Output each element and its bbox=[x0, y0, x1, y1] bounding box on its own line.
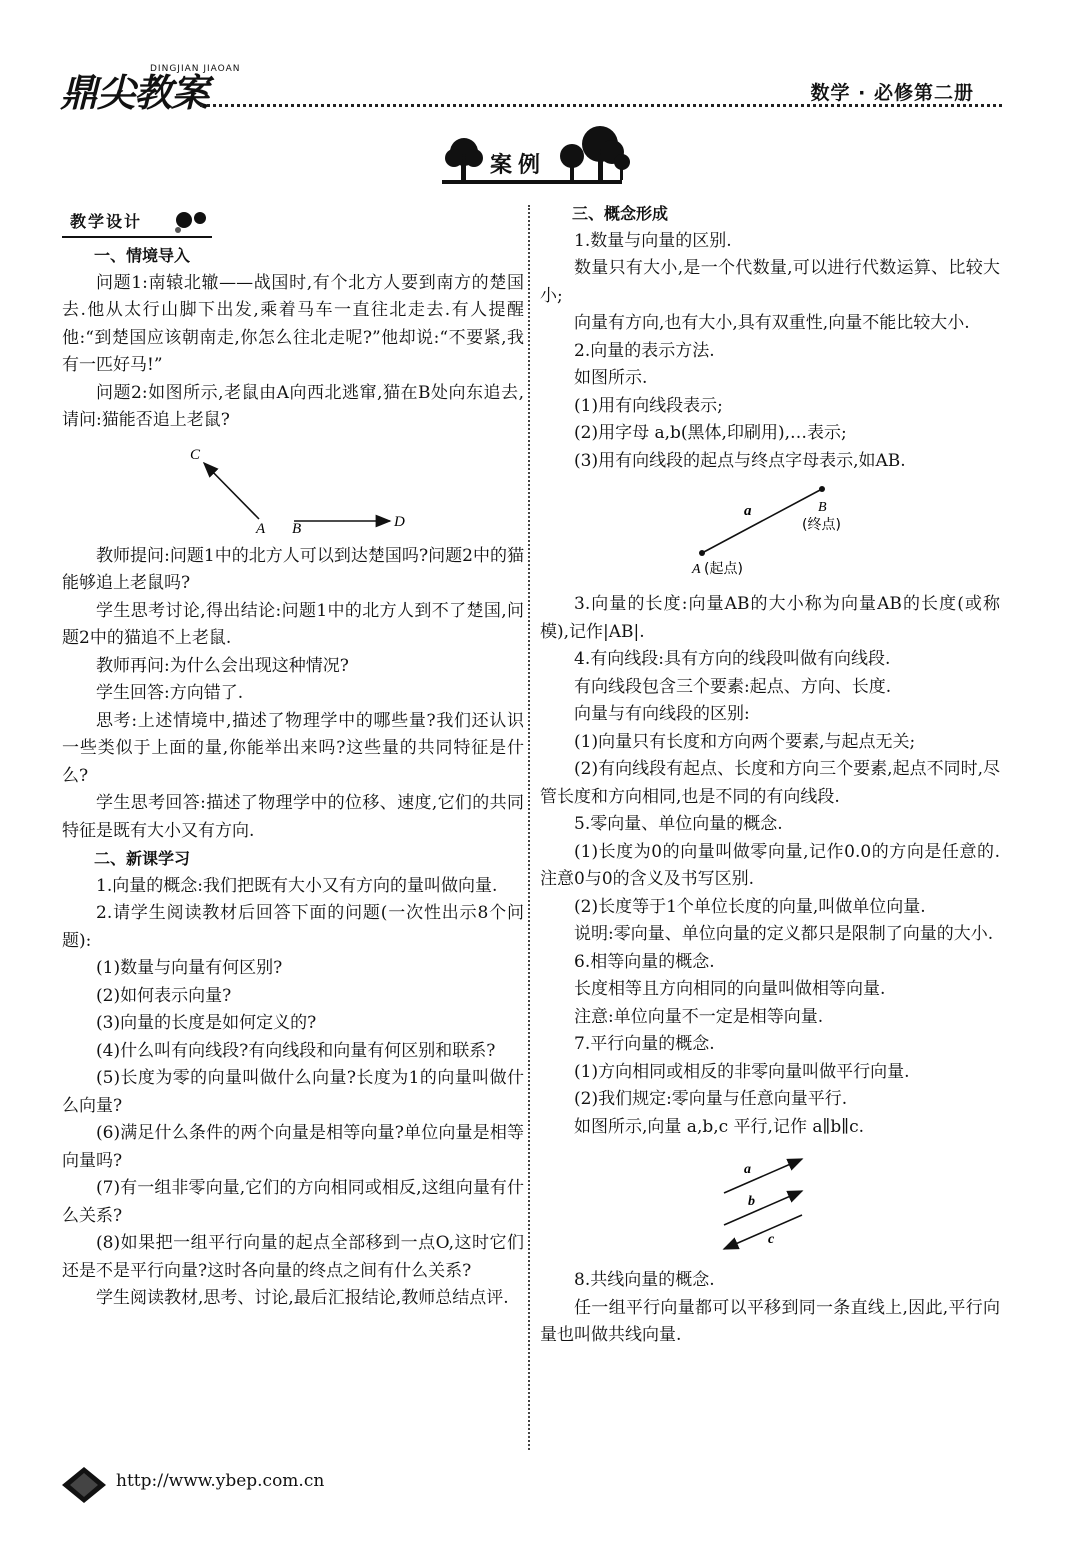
point-c-label: C bbox=[190, 446, 201, 463]
paragraph: (1)长度为0的向量叫做零向量,记作0.0的方向是任意的.注意0与0的含义及书写区别. bbox=[540, 841, 1000, 889]
section-title: 二、新课学习 bbox=[94, 849, 191, 868]
paragraph: 长度相等且方向相同的向量叫做相等向量. bbox=[574, 979, 886, 999]
paragraph: (1)用有向线段表示; bbox=[574, 395, 723, 416]
paragraph: 如图所示. bbox=[574, 368, 648, 388]
vector-ab-diagram bbox=[540, 481, 1000, 581]
book-title: 数学 · 必修第二册 bbox=[810, 82, 974, 104]
parallel-vectors-figure bbox=[540, 1147, 1000, 1257]
paragraph: (3)用有向线段的起点与终点字母表示,如AB. bbox=[574, 450, 906, 471]
paragraph: 任一组平行向量都可以平移到同一条直线上,因此,平行向量也叫做共线向量. bbox=[540, 1297, 1000, 1345]
paragraph: 2.请学生阅读教材后回答下面的问题(一次性出示8个问题): bbox=[62, 903, 524, 951]
point-a-label: A bbox=[692, 562, 701, 577]
brand-logo: 鼎尖教案 bbox=[60, 71, 209, 115]
vector-a-arrow bbox=[724, 1159, 802, 1193]
brand-subtitle: DINGJIAN JIAOAN bbox=[150, 64, 241, 74]
paragraph: 教师再问:为什么会出现这种情况? bbox=[96, 655, 349, 676]
case-underline bbox=[442, 180, 622, 184]
vector-ac bbox=[204, 463, 259, 519]
paragraph: 数量只有大小,是一个代数量,可以进行代数运算、比较大小; bbox=[540, 258, 1000, 306]
question-item: (4)什么叫有向线段?有向线段和向量有何区别和联系? bbox=[96, 1040, 496, 1061]
point-b-label: B bbox=[818, 500, 827, 515]
paragraph: 注意:单位向量不一定是相等向量. bbox=[574, 1006, 824, 1027]
paragraph: 向量与有向线段的区别: bbox=[574, 704, 750, 724]
point-a-label: A bbox=[256, 520, 266, 533]
page-footer bbox=[60, 1465, 460, 1505]
question-item: (8)如果把一组平行向量的起点全部移到一点O,这时它们还是不是平行向量?这时各向量的终点之间有什么关系? bbox=[62, 1233, 524, 1281]
right-column bbox=[540, 200, 1000, 1350]
paragraph: 7.平行向量的概念. bbox=[574, 1034, 715, 1054]
paragraph: 学生思考讨论,得出结论:问题1中的北方人到不了楚国,问题2中的猫追不上老鼠. bbox=[62, 600, 524, 648]
paragraph: 教师提问:问题1中的北方人可以到达楚国吗?问题2中的猫能够追上老鼠吗? bbox=[62, 545, 524, 593]
paragraph: 4.有向线段:具有方向的线段叫做有向线段. bbox=[574, 649, 891, 669]
section-title: 一、情境导入 bbox=[94, 246, 191, 265]
paragraph: 有向线段包含三个要素:起点、方向、长度. bbox=[574, 676, 892, 697]
cat-mouse-figure bbox=[62, 441, 524, 533]
badge-underline bbox=[62, 236, 212, 238]
diamond-icon bbox=[60, 1465, 108, 1505]
vector-b-label: b bbox=[748, 1194, 755, 1209]
teaching-design-badge bbox=[62, 200, 524, 238]
paragraph: 学生阅读教材,思考、讨论,最后汇报结论,教师总结点评. bbox=[96, 1288, 509, 1308]
paragraph: 5.零向量、单位向量的概念. bbox=[574, 814, 783, 834]
paragraph: (1)方向相同或相反的非零向量叫做平行向量. bbox=[574, 1061, 910, 1082]
paragraph: 说明:零向量、单位向量的定义都只是限制了向量的大小. bbox=[574, 924, 994, 944]
end-point bbox=[819, 486, 825, 492]
page-header bbox=[60, 62, 1002, 115]
tree-left-icon bbox=[438, 132, 490, 184]
paragraph: 如图所示,向量 a,b,c 平行,记作 a∥b∥c. bbox=[574, 1116, 865, 1137]
trees-right-icon bbox=[552, 122, 632, 182]
point-d-label: D bbox=[394, 513, 405, 530]
paragraph: 问题1:南辕北辙——战国时,有个北方人要到南方的楚国去.他从太行山脚下出发,乘着马车一直往北走去.有人提醒他:“到楚国应该朝南走,你怎么往北走呢?”他却说:“不要紧,我有一匹好马!” bbox=[62, 272, 524, 375]
paragraph: 学生思考回答:描述了物理学中的位移、速度,它们的共同特征是既有大小又有方向. bbox=[62, 793, 524, 841]
vector-a-label: a bbox=[744, 503, 752, 519]
paragraph: (1)向量只有长度和方向两个要素,与起点无关; bbox=[574, 731, 916, 752]
question-item: (5)长度为零的向量叫做什么向量?长度为1的向量叫做什么向量? bbox=[62, 1068, 524, 1116]
badge-label: 教学设计 bbox=[70, 212, 143, 231]
point-b-label: B bbox=[292, 520, 302, 533]
paragraph: 3.向量的长度:向量AB的大小称为向量AB的长度(或称模),记作|AB|. bbox=[540, 594, 1000, 642]
question-item: (2)如何表示向量? bbox=[96, 985, 232, 1006]
paragraph: (2)我们规定:零向量与任意向量平行. bbox=[574, 1089, 848, 1109]
vector-ab-figure bbox=[540, 481, 1000, 581]
question-item: (6)满足什么条件的两个向量是相等向量?单位向量是相等向量吗? bbox=[62, 1123, 524, 1171]
start-point bbox=[699, 550, 705, 556]
end-label: (终点) bbox=[802, 517, 841, 533]
start-label: (起点) bbox=[704, 561, 743, 577]
vector-c-label: c bbox=[768, 1232, 775, 1247]
section-title: 三、概念形成 bbox=[572, 204, 669, 223]
paragraph: (2)长度等于1个单位长度的向量,叫做单位向量. bbox=[574, 896, 926, 917]
paragraph: (2)有向线段有起点、长度和方向三个要素,起点不同时,尽管长度和方向相同,也是不同的有向线段. bbox=[540, 759, 1000, 807]
column-divider bbox=[528, 205, 530, 1450]
paragraph: 6.相等向量的概念. bbox=[574, 951, 715, 972]
question-item: (7)有一组非零向量,它们的方向相同或相反,这组向量有什么关系? bbox=[62, 1178, 524, 1226]
paragraph: 8.共线向量的概念. bbox=[574, 1270, 715, 1290]
paragraph: 学生回答:方向错了. bbox=[96, 683, 244, 703]
website-link[interactable]: http://www.ybep.com.cn bbox=[116, 1471, 325, 1491]
paragraph: (2)用字母 a,b(黑体,印刷用),…表示; bbox=[574, 423, 847, 443]
vector-a-label: a bbox=[744, 1162, 751, 1177]
paragraph: 2.向量的表示方法. bbox=[574, 340, 715, 361]
case-heading bbox=[430, 128, 630, 188]
paragraph: 1.数量与向量的区别. bbox=[574, 230, 732, 251]
question-item: (1)数量与向量有何区别? bbox=[96, 958, 283, 978]
paragraph: 1.向量的概念:我们把既有大小又有方向的量叫做向量. bbox=[96, 875, 498, 896]
question-item: (3)向量的长度是如何定义的? bbox=[96, 1013, 317, 1033]
badge-dots-icon bbox=[174, 206, 214, 236]
cat-mouse-diagram bbox=[62, 441, 524, 533]
left-column bbox=[62, 200, 524, 1313]
paragraph: 向量有方向,也有大小,具有双重性,向量不能比较大小. bbox=[574, 313, 970, 333]
case-title: 案例 bbox=[490, 152, 547, 178]
paragraph: 思考:上述情境中,描述了物理学中的哪些量?我们还认识一些类似于上面的量,你能举出来吗?这些量的共同特征是什么? bbox=[62, 710, 524, 786]
paragraph: 问题2:如图所示,老鼠由A向西北逃窜,猫在B处向东追去,请问:猫能否追上老鼠? bbox=[62, 382, 524, 430]
parallel-vectors-diagram bbox=[540, 1147, 1000, 1257]
